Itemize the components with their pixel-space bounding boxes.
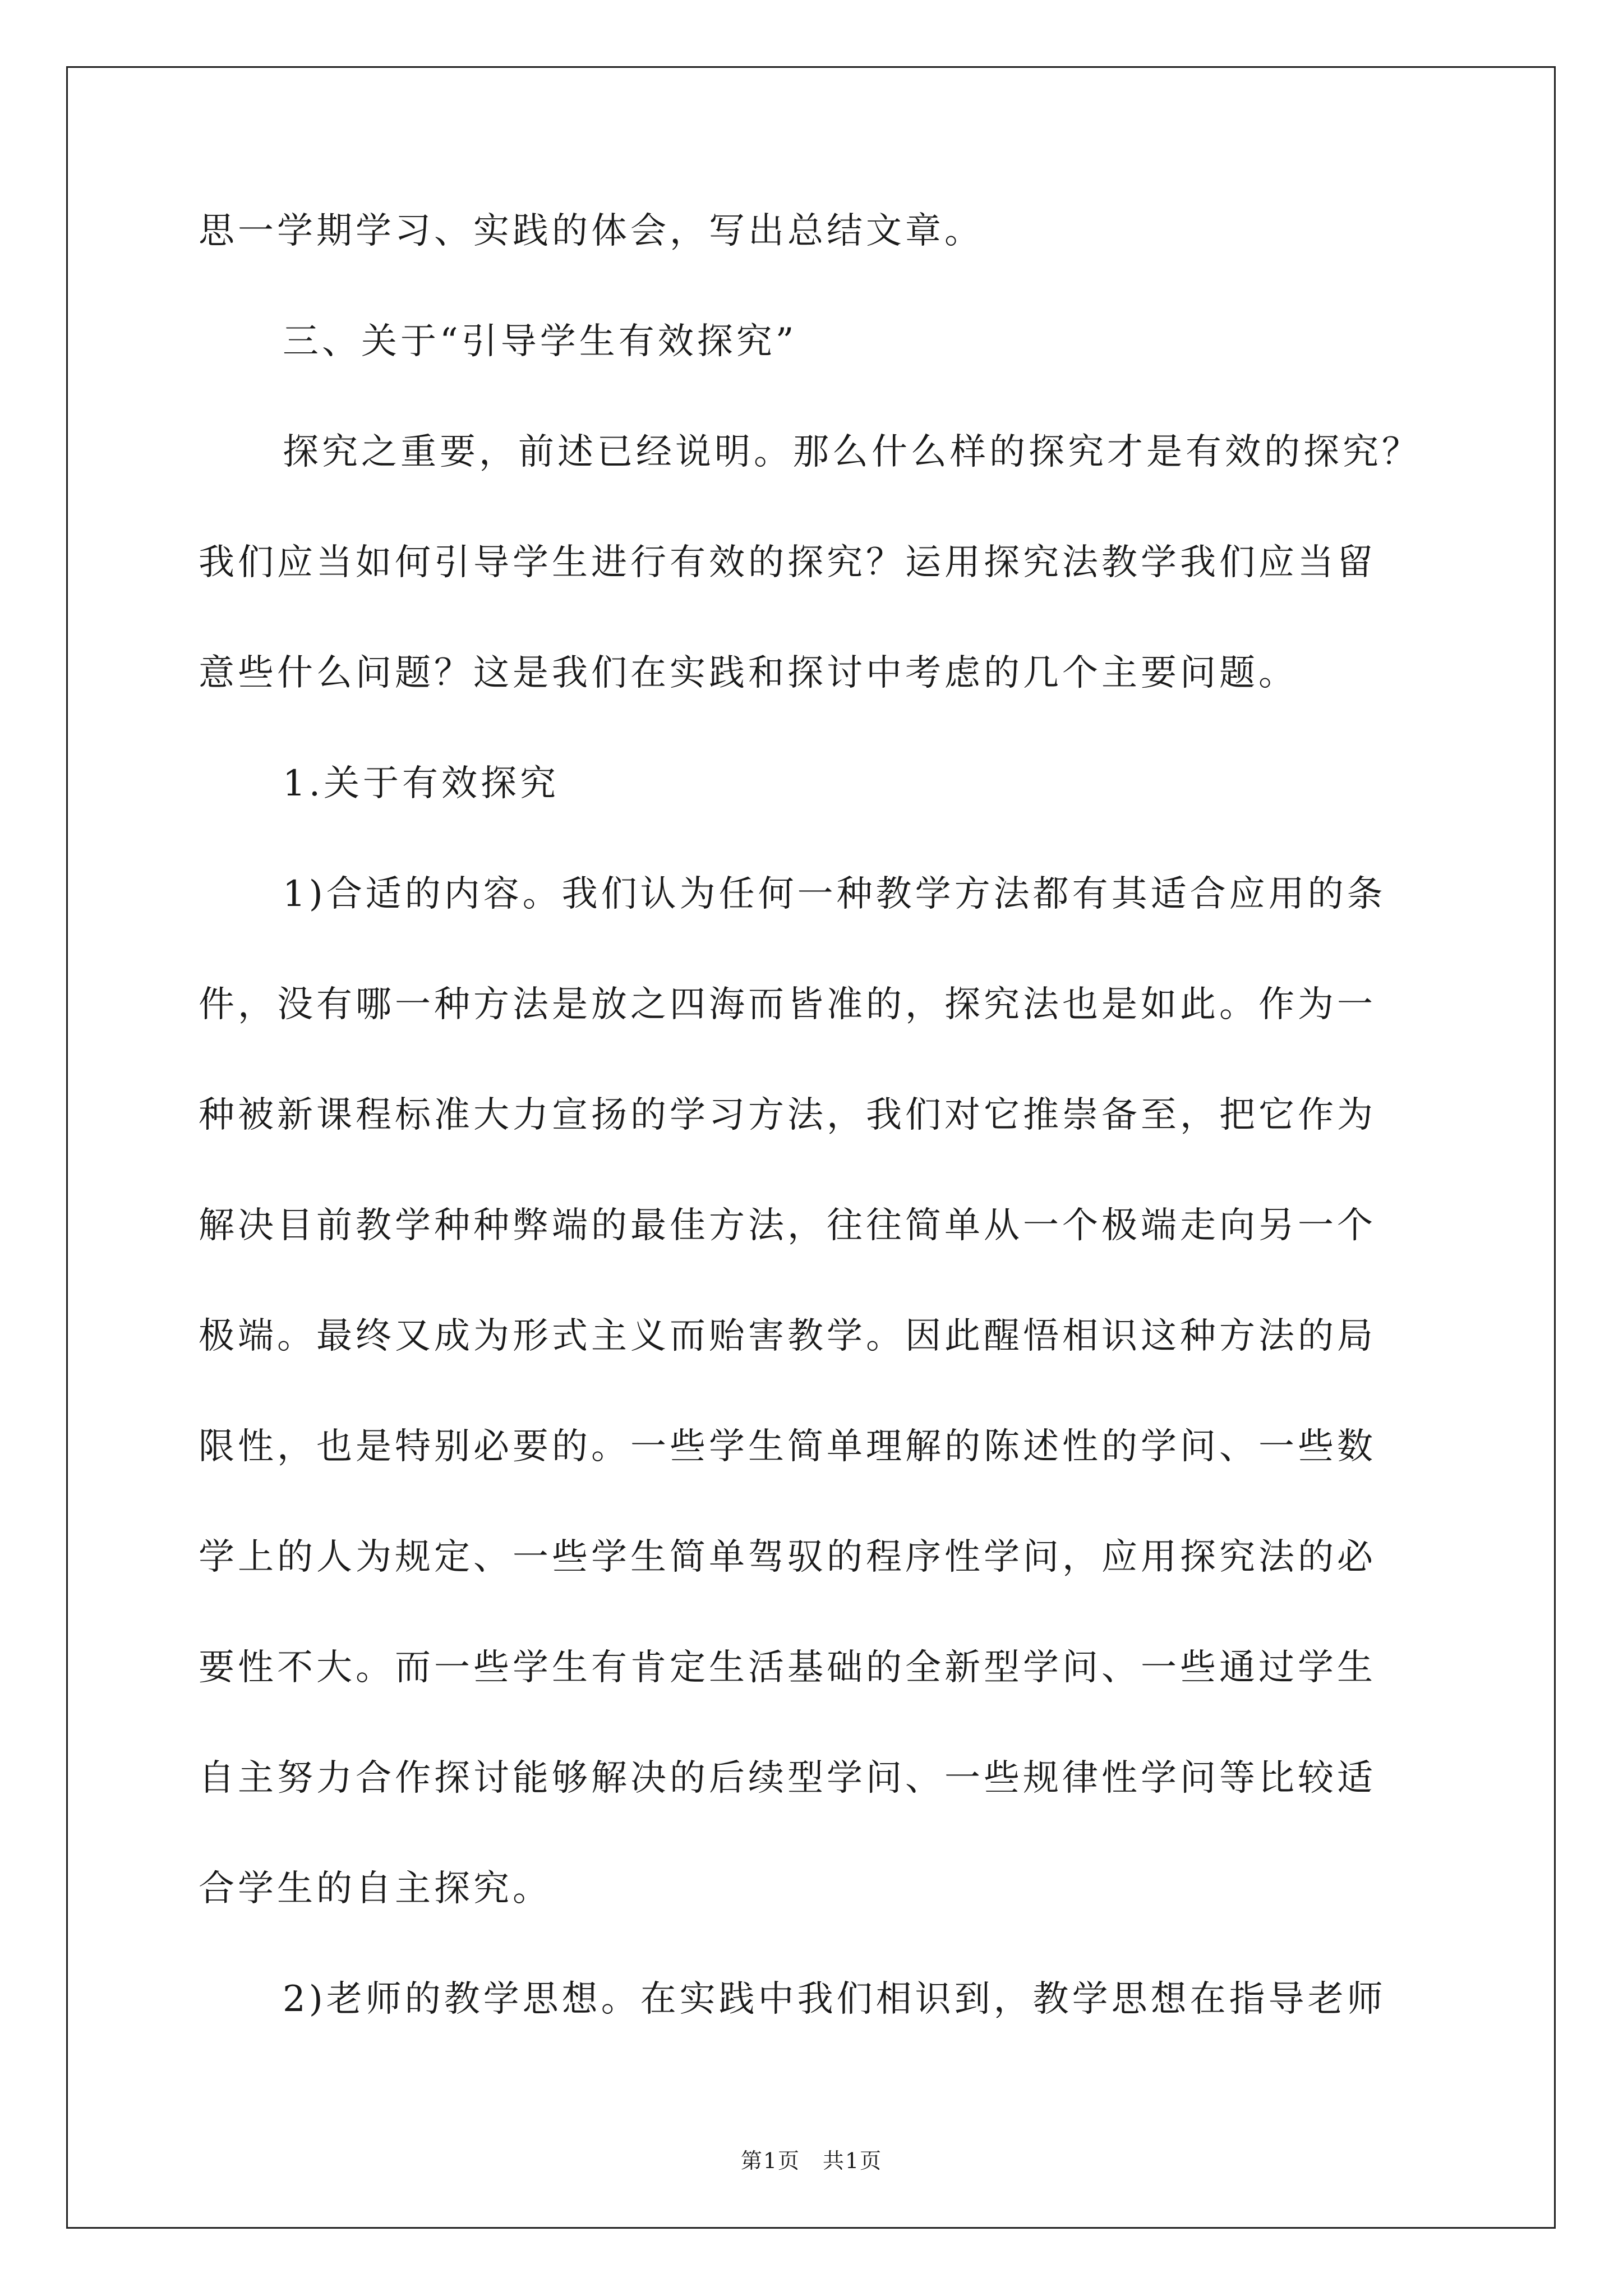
paragraph-line: 合学生的自主探究。 [199, 1868, 552, 1910]
paragraph-line: 极端。最终又成为形式主义而贻害教学。因此醒悟相识这种方法的局 [199, 1315, 1376, 1357]
section-heading: 三、关于“引导学生有效探究” [283, 321, 797, 362]
paragraph-line: 解决目前教学种种弊端的最佳方法，往往简单从一个极端走向另一个 [199, 1205, 1376, 1246]
paragraph-line: 学上的人为规定、一些学生简单驾驭的程序性学问，应用探究法的必 [199, 1536, 1376, 1578]
paragraph-line: 1)合适的内容。我们认为任何一种教学方法都有其适合应用的条 [283, 873, 1386, 915]
paragraph-line: 种被新课程标准大力宣扬的学习方法，我们对它推崇备至，把它作为 [199, 1094, 1376, 1136]
paragraph-line: 自主努力合作探讨能够解决的后续型学问、一些规律性学问等比较适 [199, 1757, 1376, 1799]
paragraph-line: 意些什么问题？这是我们在实践和探讨中考虑的几个主要问题。 [199, 652, 1298, 694]
paragraph-line: 要性不大。而一些学生有肯定生活基础的全新型学问、一些通过学生 [199, 1647, 1376, 1688]
paragraph-line: 件，没有哪一种方法是放之四海而皆准的，探究法也是如此。作为一 [199, 984, 1376, 1025]
paragraph-line: 探究之重要，前述已经说明。那么什么样的探究才是有效的探究？ [283, 431, 1421, 473]
paragraph-line: 限性，也是特别必要的。一些学生简单理解的陈述性的学问、一些数 [199, 1426, 1376, 1467]
subsection-heading: 1.关于有效探究 [283, 763, 560, 804]
paragraph-line: 我们应当如何引导学生进行有效的探究？运用探究法教学我们应当留 [199, 542, 1376, 583]
page-number-footer: 第1页 共1页 [740, 2148, 883, 2173]
paragraph-line: 2)老师的教学思想。在实践中我们相识到，教学思想在指导老师 [283, 1978, 1386, 2020]
paragraph-line: 思一学期学习、实践的体会，写出总结文章。 [199, 210, 984, 252]
